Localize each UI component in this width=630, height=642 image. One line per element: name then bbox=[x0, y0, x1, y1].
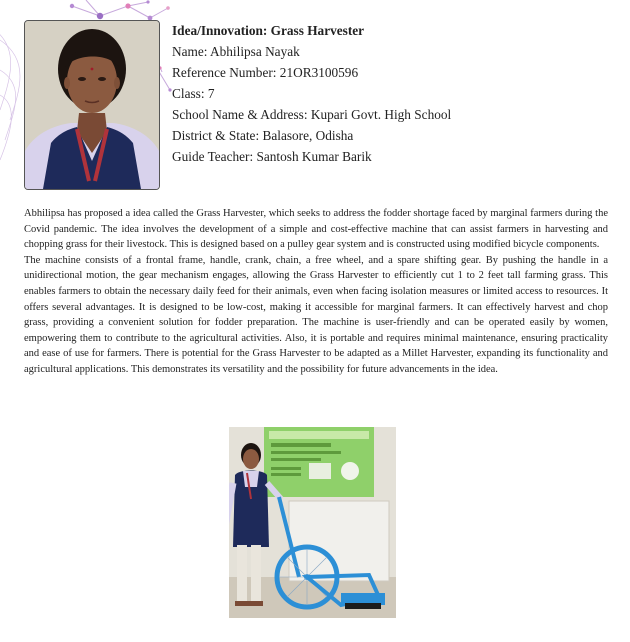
idea-title: Idea/Innovation: Grass Harvester bbox=[172, 23, 365, 38]
idea-description bbox=[24, 206, 608, 378]
guide-teacher: Guide Teacher: Santosh Kumar Barik bbox=[172, 149, 372, 164]
project-photo bbox=[229, 427, 396, 618]
student-portrait bbox=[24, 20, 160, 190]
description-paragraph: Abhilipsa has proposed a idea called the Grass Harvester, which seeks to address the fodder shortage faced by marginal farmers during the Covid pandemic. The idea involves the development of a simple and cost-effective machine that can assist farmers in harvesting and chopping grass for their livestock. This is designed based on a pulley gear system and is constructed using modified bicycle components. bbox=[24, 208, 608, 251]
student-class: Class: 7 bbox=[172, 86, 215, 101]
district-state: District & State: Balasore, Odisha bbox=[172, 128, 354, 143]
school-address: School Name & Address: Kupari Govt. High School bbox=[172, 107, 452, 122]
description-paragraph: The machine consists of a frontal frame, handle, crank, chain, a free wheel, and a spare shifting gear. By pushing the handle in a unidirectional motion, the gear mechanism engages, allowing the Grass Harvester to efficiently cut 1 to 2 feet tall farming grass. This enables farmers to obtain the necessary daily feed for their animals, even when facing isolation measures or limited access to resources. It offers several advantages. It is designed to be low-cost, making it accessible for marginal farmers. It can effectively harvest and chop grass, providing a convenient solution for fodder preparation. The machine is user-friendly and can be operated easily by women, empowering them to contribute to the agricultural activities. Also, it is portable and requires minimal maintenance, ensuring practicality and ease of use for farmers. There is potential for the Grass Harvester to be adapted as a Millet Harvester, expanding its functionality and agricultural applications. This demonstrates its versatility and the possibility for future advancements in the idea. bbox=[24, 254, 608, 375]
student-name: Name: Abhilipsa Nayak bbox=[172, 44, 300, 59]
reference-number: Reference Number: 21OR3100596 bbox=[172, 65, 359, 80]
profile-info bbox=[172, 20, 612, 167]
